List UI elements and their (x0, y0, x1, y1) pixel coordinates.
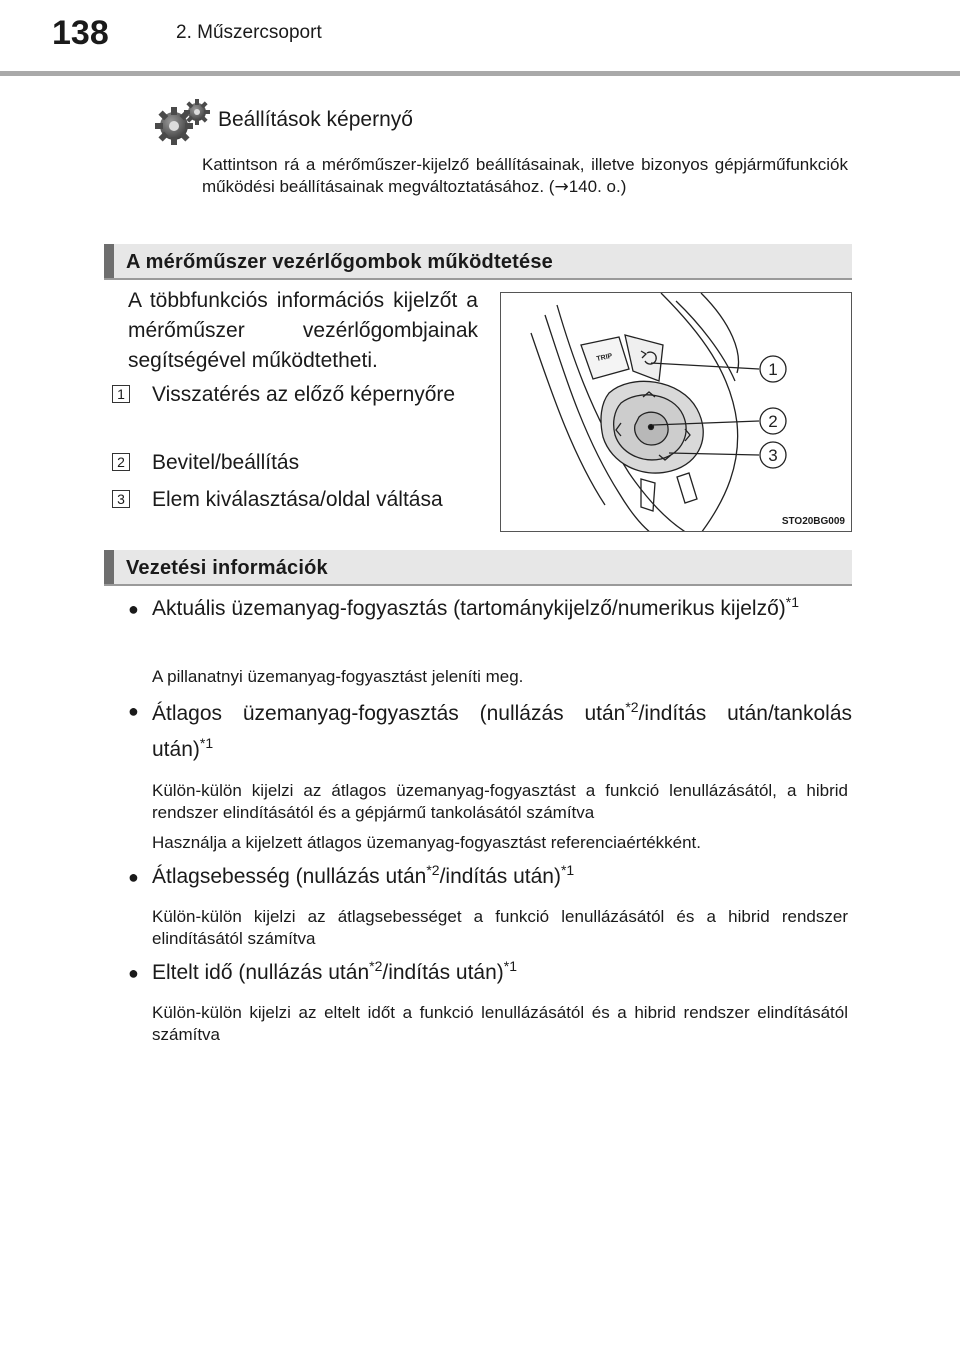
footnote-marker: *1 (785, 594, 799, 610)
driving-info-item (128, 958, 852, 992)
item-title-text: /indítás után) (439, 865, 561, 888)
item-title-text: Átlagsebesség (nullázás után (152, 865, 427, 888)
bullet-icon: ● (128, 963, 139, 983)
bullet-icon: ● (128, 867, 139, 887)
section-heading-driving-info (104, 550, 852, 586)
legend-item (112, 485, 492, 515)
bullet-icon: ● (128, 599, 139, 619)
item-title-text: /indítás után/tankolás után) (152, 702, 852, 761)
item-title-text: Átlagos üzemanyag-fogyasztás (nullázás után (152, 702, 626, 725)
footnote-marker: *2 (426, 862, 440, 878)
settings-screen-description (202, 154, 848, 198)
item-title-text: Eltelt idő (nullázás után (152, 961, 370, 984)
settings-screen-title: Beállítások képernyő (218, 108, 413, 131)
legend-number: 2 (112, 453, 130, 471)
legend-item (112, 448, 492, 478)
chapter-title: 2. Műszercsoport (176, 22, 322, 43)
item-title (152, 696, 852, 768)
legend-item (112, 380, 492, 442)
driving-info-item (128, 862, 852, 896)
footnote-marker: *1 (560, 862, 575, 878)
item-title-text: Aktuális üzemanyag-fogyasztás (tartománykijelző/numerikus kijelző) (152, 597, 786, 620)
legend-text: Visszatérés az előző képernyőre (152, 383, 456, 406)
section-heading-controls (104, 244, 852, 280)
intro-paragraph: A többfunkciós információs kijelzőt a mérőműszer vezérlőgombjainak segítségével működtetheti. (128, 289, 478, 372)
item-title-text: /indítás után) (382, 961, 504, 984)
item-note: Külön-külön kijelzi az átlagsebességet a funkció lenullázásától és a hibrid rendszer elindításától számítva (152, 907, 848, 948)
bullet-icon: ● (128, 701, 139, 721)
callout-3: 3 (768, 446, 778, 465)
footnote-marker: *2 (369, 958, 383, 974)
footnote-marker: *2 (625, 699, 639, 715)
callout-2: 2 (768, 412, 778, 431)
driving-info-item (128, 696, 852, 770)
section-title: A mérőműszer vezérlőgombok működtetése (126, 251, 553, 273)
item-title (152, 862, 852, 892)
gear-icon (154, 98, 212, 146)
arrow-right-icon: → (554, 177, 569, 197)
page-reference-link[interactable]: 140. o.) (568, 177, 627, 196)
item-note: A pillanatnyi üzemanyag-fogyasztást jeleníti meg. (152, 667, 524, 686)
section-accent (104, 550, 114, 584)
page-number: 138 (52, 14, 109, 52)
settings-desc-text: Kattintson rá a mérőműszer-kijelző beállításainak, illetve bizonyos gépjárműfunkciók működési beállításainak megváltoztatásához. ( (202, 155, 848, 196)
legend-number: 1 (112, 385, 130, 403)
item-note: Használja a kijelzett átlagos üzemanyag-fogyasztást referenciaértékként. (152, 833, 702, 852)
item-note: Külön-külön kijelzi az átlagos üzemanyag-fogyasztást a funkció lenullázásától, a hibrid rendszer elindításától és a gépjármű tankolásától számítva (152, 781, 848, 822)
legend-number: 3 (112, 490, 130, 508)
item-title (152, 958, 852, 988)
legend-text: Elem kiválasztása/oldal váltása (152, 488, 443, 511)
item-note: Külön-külön kijelzi az eltelt időt a funkció lenullázásától és a hibrid rendszer elindításától számítva (152, 1003, 848, 1044)
callout-1: 1 (768, 360, 778, 379)
driving-info-item (128, 594, 852, 656)
steering-switch-figure (500, 292, 852, 532)
figure-code: STO20BG009 (781, 516, 845, 527)
footnote-marker: *1 (199, 735, 214, 751)
item-title (152, 594, 852, 624)
steering-switch-illustration (501, 293, 852, 532)
header-divider (0, 71, 960, 76)
section-accent (104, 244, 114, 278)
legend-text: Bevitel/beállítás (152, 451, 300, 474)
trip-button-label: TRIP (595, 352, 614, 363)
settings-screen-row (150, 98, 850, 146)
section-title: Vezetési információk (126, 557, 328, 579)
footnote-marker: *1 (503, 958, 518, 974)
